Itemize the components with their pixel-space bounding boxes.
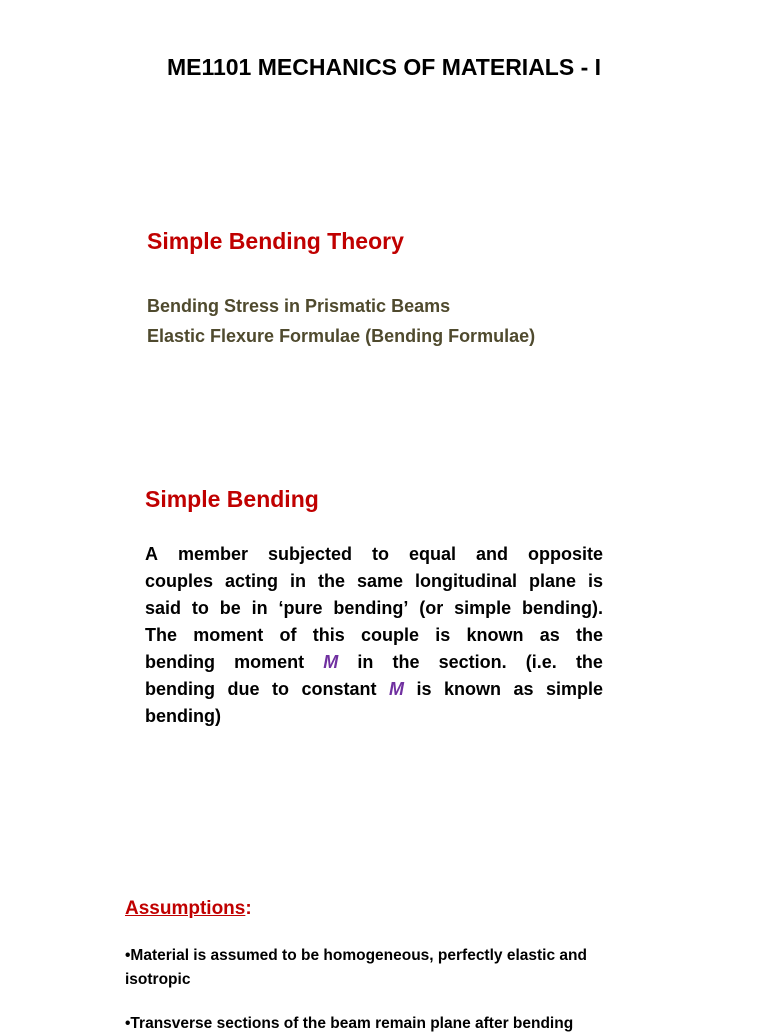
paragraph-line: [145, 649, 603, 676]
paragraph-word: opposite: [528, 544, 603, 564]
paragraph-word: the: [318, 571, 345, 591]
paragraph-word: subjected: [268, 544, 353, 564]
paragraph-word: due: [227, 679, 260, 699]
bending-moment-symbol: M: [388, 679, 404, 699]
paragraph-line: [145, 676, 603, 703]
paragraph-word: bending’: [333, 598, 409, 618]
paragraph-word: bending): [145, 706, 221, 726]
paragraph-word: A: [145, 544, 158, 564]
assumption-item: •Transverse sections of the beam remain plane after bending: [125, 1015, 574, 1032]
paragraph-word: is: [587, 571, 603, 591]
subheading-bending-stress: Bending Stress in Prismatic Beams: [147, 296, 451, 316]
paragraph-word: longitudinal: [415, 571, 517, 591]
paragraph-word: bending: [145, 652, 215, 672]
paragraph-line: [145, 703, 603, 730]
paragraph-word: (or: [419, 598, 444, 618]
paragraph-word: to: [372, 544, 390, 564]
paragraph-word: known: [466, 625, 524, 645]
paragraph-word: (i.e.: [525, 652, 557, 672]
paragraph-word: equal: [409, 544, 457, 564]
paragraph-word: as: [513, 679, 534, 699]
paragraph-word: in: [357, 652, 374, 672]
paragraph-word: simple: [545, 679, 603, 699]
paragraph-word: to: [271, 679, 289, 699]
paragraph-word: The: [145, 625, 178, 645]
paragraph-word: be: [219, 598, 241, 618]
paragraph-word: to: [191, 598, 209, 618]
simple-bending-paragraph: [145, 541, 603, 730]
document-title: ME1101 MECHANICS OF MATERIALS - I: [166, 54, 602, 80]
assumptions-heading: [125, 895, 252, 923]
paragraph-word: bending: [145, 679, 215, 699]
paragraph-word: and: [476, 544, 509, 564]
paragraph-word: of: [279, 625, 297, 645]
assumption-item: •Material is assumed to be homogeneous, perfectly elastic and isotropic: [125, 947, 587, 988]
paragraph-line: [145, 595, 603, 622]
paragraph-line: [145, 541, 603, 568]
bending-moment-symbol: M: [323, 652, 339, 672]
paragraph-word: the: [392, 652, 420, 672]
paragraph-word: the: [575, 652, 603, 672]
paragraph-word: moment: [234, 652, 305, 672]
paragraph-word: moment: [193, 625, 264, 645]
paragraph-word: in: [251, 598, 268, 618]
paragraph-word: plane: [528, 571, 576, 591]
paragraph-word: said: [145, 598, 182, 618]
section-heading-simple-bending: Simple Bending: [145, 486, 319, 512]
paragraph-word: is: [416, 679, 432, 699]
paragraph-word: bending).: [521, 598, 603, 618]
paragraph-word: acting: [225, 571, 279, 591]
paragraph-word: simple: [454, 598, 512, 618]
paragraph-word: this: [312, 625, 345, 645]
paragraph-word: ‘pure: [278, 598, 323, 618]
assumptions-heading-colon: :: [245, 898, 252, 919]
paragraph-word: member: [177, 544, 249, 564]
paragraph-line: [145, 622, 603, 649]
paragraph-word: is: [435, 625, 451, 645]
paragraph-word: couples: [145, 571, 214, 591]
assumptions-heading-label: Assumptions: [125, 898, 246, 919]
paragraph-word: section.: [438, 652, 507, 672]
section-heading-simple-bending-theory: Simple Bending Theory: [147, 228, 404, 254]
paragraph-word: constant: [301, 679, 377, 699]
paragraph-word: as: [539, 625, 560, 645]
paragraph-word: in: [290, 571, 307, 591]
paragraph-word: same: [356, 571, 404, 591]
subheading-flexure-formulae: Elastic Flexure Formulae (Bending Formulae): [147, 326, 536, 346]
paragraph-word: the: [575, 625, 603, 645]
paragraph-word: known: [443, 679, 501, 699]
paragraph-line: [145, 568, 603, 595]
paragraph-word: couple: [360, 625, 419, 645]
